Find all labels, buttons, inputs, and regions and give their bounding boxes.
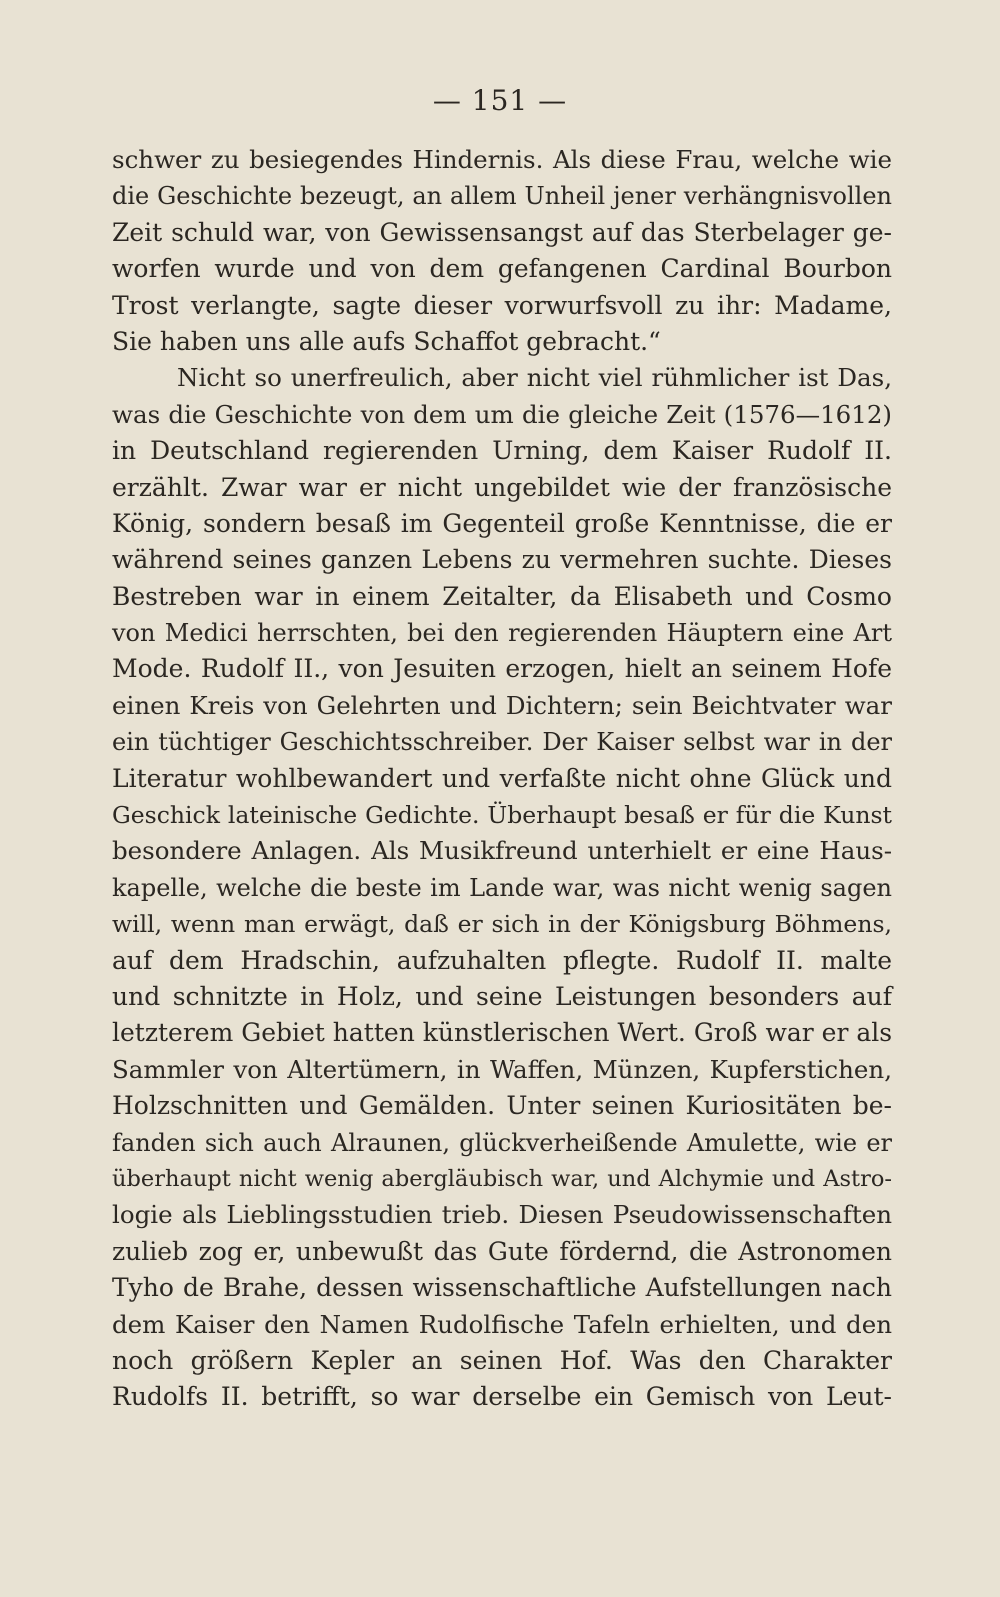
text-line: schwer zu besiegendes Hindernis. Als diese Frau, welche wie <box>112 145 892 174</box>
text-line: auf dem Hradschin, aufzuhalten pflegte. Rudolf II. malte <box>112 945 892 975</box>
text-line: Sammler von Altertümern, in Waffen, Münzen, Kupferstichen, <box>112 1054 892 1084</box>
text-line: worfen wurde und von dem gefangenen Cardinal Bourbon <box>112 254 892 284</box>
text-line: fanden sich auch Alraunen, glückverheißende Amulette, wie er <box>112 1128 892 1157</box>
text-line: Mode. Rudolf II., von Jesuiten erzogen, hielt an seinem Hofe <box>112 654 892 684</box>
text-line: was die Geschichte von dem um die gleiche Zeit (1576—1612) <box>112 399 892 429</box>
text-line: von Medici herrschten, bei den regierenden Häuptern eine Art <box>112 619 892 648</box>
text-line: Holzschnitten und Gemälden. Unter seinen Kuriositäten be- <box>112 1091 892 1121</box>
page-number: — 151 — <box>432 84 568 117</box>
text-line: Zeit schuld war, von Gewissensangst auf das Sterbelager ge- <box>112 217 892 247</box>
text-line: während seines ganzen Lebens zu vermehren suchte. Dieses <box>112 545 892 575</box>
text-line: Literatur wohlbewandert und verfaßte nicht ohne Glück und <box>112 763 892 793</box>
text-line: einen Kreis von Gelehrten und Dichtern; sein Beichtvater war <box>112 690 892 720</box>
text-line: Tyho de Brahe, dessen wissenschaftliche Aufstellungen nach <box>112 1273 892 1303</box>
text-line: Trost verlangte, sagte dieser vorwurfsvoll zu ihr: Madame, <box>112 290 892 320</box>
text-line: will, wenn man erwägt, daß er sich in der Königsburg Böhmens, <box>112 910 892 939</box>
body-text <box>112 142 892 1416</box>
text-line: zulieb zog er, unbewußt das Gute fördernd, die Astronomen <box>112 1236 892 1266</box>
text-line: letzterem Gebiet hatten künstlerischen Wert. Groß war er als <box>112 1018 893 1048</box>
text-line: Sie haben uns alle aufs Schaffot gebracht.“ <box>112 326 661 356</box>
text-line: und schnitzte in Holz, und seine Leistungen besonders auf <box>112 981 892 1011</box>
text-line: Geschick lateinische Gedichte. Überhaupt besaß er für die Kunst <box>112 801 892 830</box>
text-line: Rudolfs II. betrifft, so war derselbe ein Gemisch von Leut- <box>112 1382 892 1412</box>
text-line: die Geschichte bezeugt, an allem Unheil jener verhängnisvollen <box>112 182 892 211</box>
text-line: König, sondern besaß im Gegenteil große Kenntnisse, die er <box>112 508 892 538</box>
text-line: Bestreben war in einem Zeitalter, da Elisabeth und Cosmo <box>112 581 892 611</box>
text-line: in Deutschland regierenden Urning, dem Kaiser Rudolf II. <box>112 436 892 466</box>
text-line: logie als Lieblingsstudien trieb. Diesen Pseudowissenschaften <box>112 1200 892 1230</box>
text-line: überhaupt nicht wenig abergläubisch war, und Alchymie und Astro- <box>112 1165 892 1192</box>
text-line: dem Kaiser den Namen Rudolfische Tafeln erhielten, und den <box>112 1309 892 1339</box>
text-line: ein tüchtiger Geschichtsschreiber. Der Kaiser selbst war in der <box>112 728 892 757</box>
text-line: besondere Anlagen. Als Musikfreund unterhielt er eine Haus- <box>112 836 892 866</box>
text-line: erzählt. Zwar war er nicht ungebildet wie der französische <box>112 472 892 502</box>
text-line: Nicht so unerfreulich, aber nicht viel rühmlicher ist Das, <box>177 363 892 393</box>
text-line: noch größern Kepler an seinen Hof. Was den Charakter <box>112 1345 892 1375</box>
text-line: kapelle, welche die beste im Lande war, was nicht wenig sagen <box>112 873 892 902</box>
